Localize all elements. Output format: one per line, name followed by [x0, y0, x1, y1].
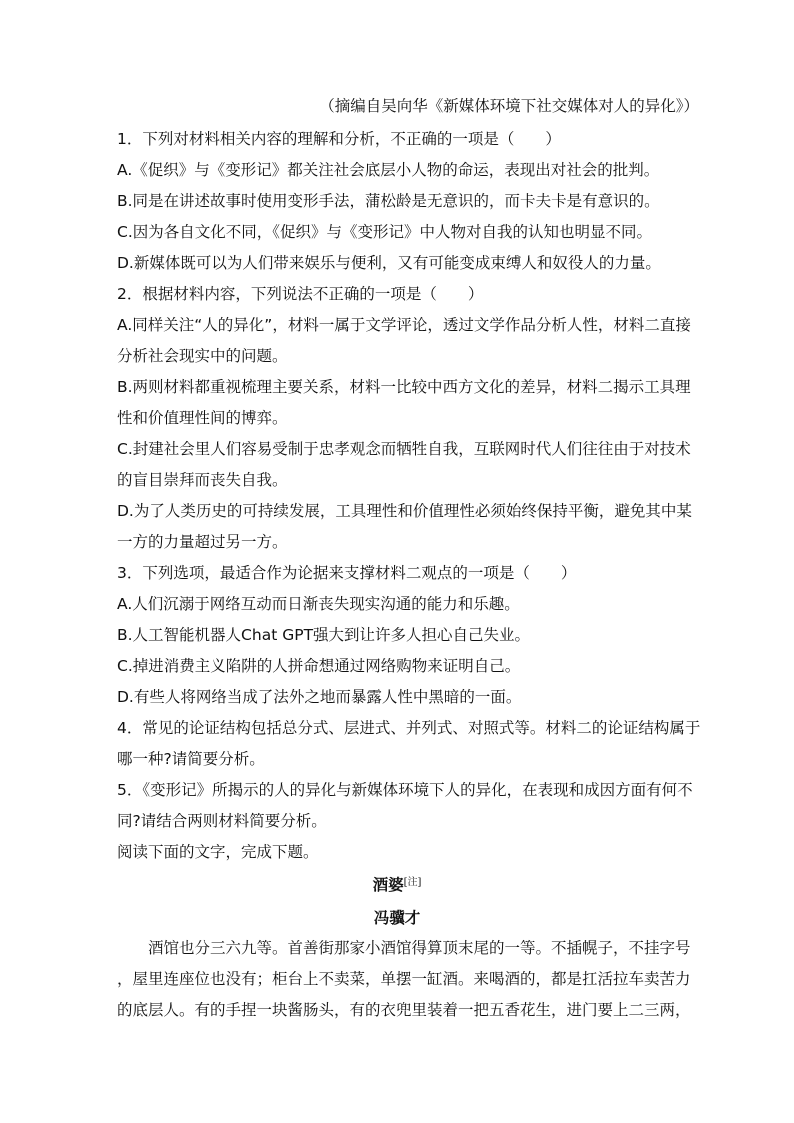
- question-1-stem: 1．下列对材料相关内容的理解和分析，不正确的一项是（ ）: [117, 130, 561, 148]
- question-5-line-1: 5．《变形记》所揭示的人的异化与新媒体环境下人的异化，在表现和成因方面有何不: [117, 781, 693, 799]
- question-2-option-a: A.同样关注“人的异化”，材料一属于文学评论，透过文学作品分析人性，材料二直接: [117, 316, 691, 334]
- reading-instruction: 阅读下面的文字，完成下题。: [117, 843, 319, 861]
- question-4-line-2: 哪一种?请简要分析。: [117, 750, 265, 768]
- question-2-stem: 2．根据材料内容，下列说法不正确的一项是（ ）: [117, 285, 484, 303]
- story-title-note: [注]: [403, 877, 422, 888]
- question-2-option-c: C.封建社会里人们容易受制于忠孝观念而牺牲自我，互联网时代人们往往由于对技术: [117, 440, 691, 458]
- question-1-option-d: D.新媒体既可以为人们带来娱乐与便利，又有可能变成束缚人和奴役人的力量。: [117, 254, 661, 272]
- source-note: （摘编自吴向华《新媒体环境下社交媒体对人的异化》）: [319, 97, 699, 115]
- question-2-option-d-cont: 一方的力量超过另一方。: [117, 533, 288, 551]
- story-paragraph-line-3: 的底层人。有的手捏一块酱肠头，有的衣兜里装着一把五香花生，进门要上二三两，: [117, 1001, 691, 1019]
- question-1-option-b: B.同是在讲述故事时使用变形手法，蒲松龄是无意识的，而卡夫卡是有意识的。: [117, 192, 660, 210]
- question-4-line-1: 4．常见的论证结构包括总分式、层进式、并列式、对照式等。材料二的论证结构属于: [117, 719, 701, 737]
- question-1-option-a: A.《促织》与《变形记》都关注社会底层小人物的命运，表现出对社会的批判。: [117, 161, 660, 179]
- question-2-option-b-cont: 性和价值理性间的博弈。: [117, 409, 288, 427]
- story-paragraph-line-2: ，屋里连座位也没有；柜台上不卖菜，单摆一缸酒。来喝酒的，都是扛活拉车卖苦力: [117, 970, 691, 988]
- story-title: [0, 873, 794, 895]
- question-2-option-c-cont: 的盲目崇拜而丧失自我。: [117, 471, 288, 489]
- question-3-option-a: A.人们沉溺于网络互动而日渐丧失现实沟通的能力和乐趣。: [117, 595, 520, 613]
- question-1-option-c: C.因为各自文化不同，《促织》与《变形记》中人物对自我的认知也明显不同。: [117, 223, 653, 241]
- question-3-option-c: C.掉进消费主义陷阱的人拼命想通过网络购物来证明自己。: [117, 657, 521, 675]
- question-2-option-d: D.为了人类历史的可持续发展，工具理性和价值理性必须始终保持平衡，避免其中某: [117, 502, 692, 520]
- question-3-option-b: B.人工智能机器人Chat GPT强大到让许多人担心自己失业。: [117, 626, 531, 644]
- story-paragraph-line-1: 酒馆也分三六九等。首善街那家小酒馆得算顶末尾的一等。不插幌子，不挂字号: [117, 939, 691, 957]
- question-3-option-d: D.有些人将网络当成了法外之地而暴露人性中黑暗的一面。: [117, 688, 522, 706]
- question-2-option-b: B.两则材料都重视梳理主要关系，材料一比较中西方文化的差异，材料二揭示工具理: [117, 378, 691, 396]
- story-author: 冯骥才: [373, 908, 421, 927]
- question-5-line-2: 同?请结合两则材料简要分析。: [117, 812, 327, 830]
- question-3-stem: 3．下列选项，最适合作为论据来支撑材料二观点的一项是（ ）: [117, 564, 577, 582]
- question-2-option-a-cont: 分析社会现实中的问题。: [117, 347, 288, 365]
- story-title-text: 酒婆: [372, 875, 404, 894]
